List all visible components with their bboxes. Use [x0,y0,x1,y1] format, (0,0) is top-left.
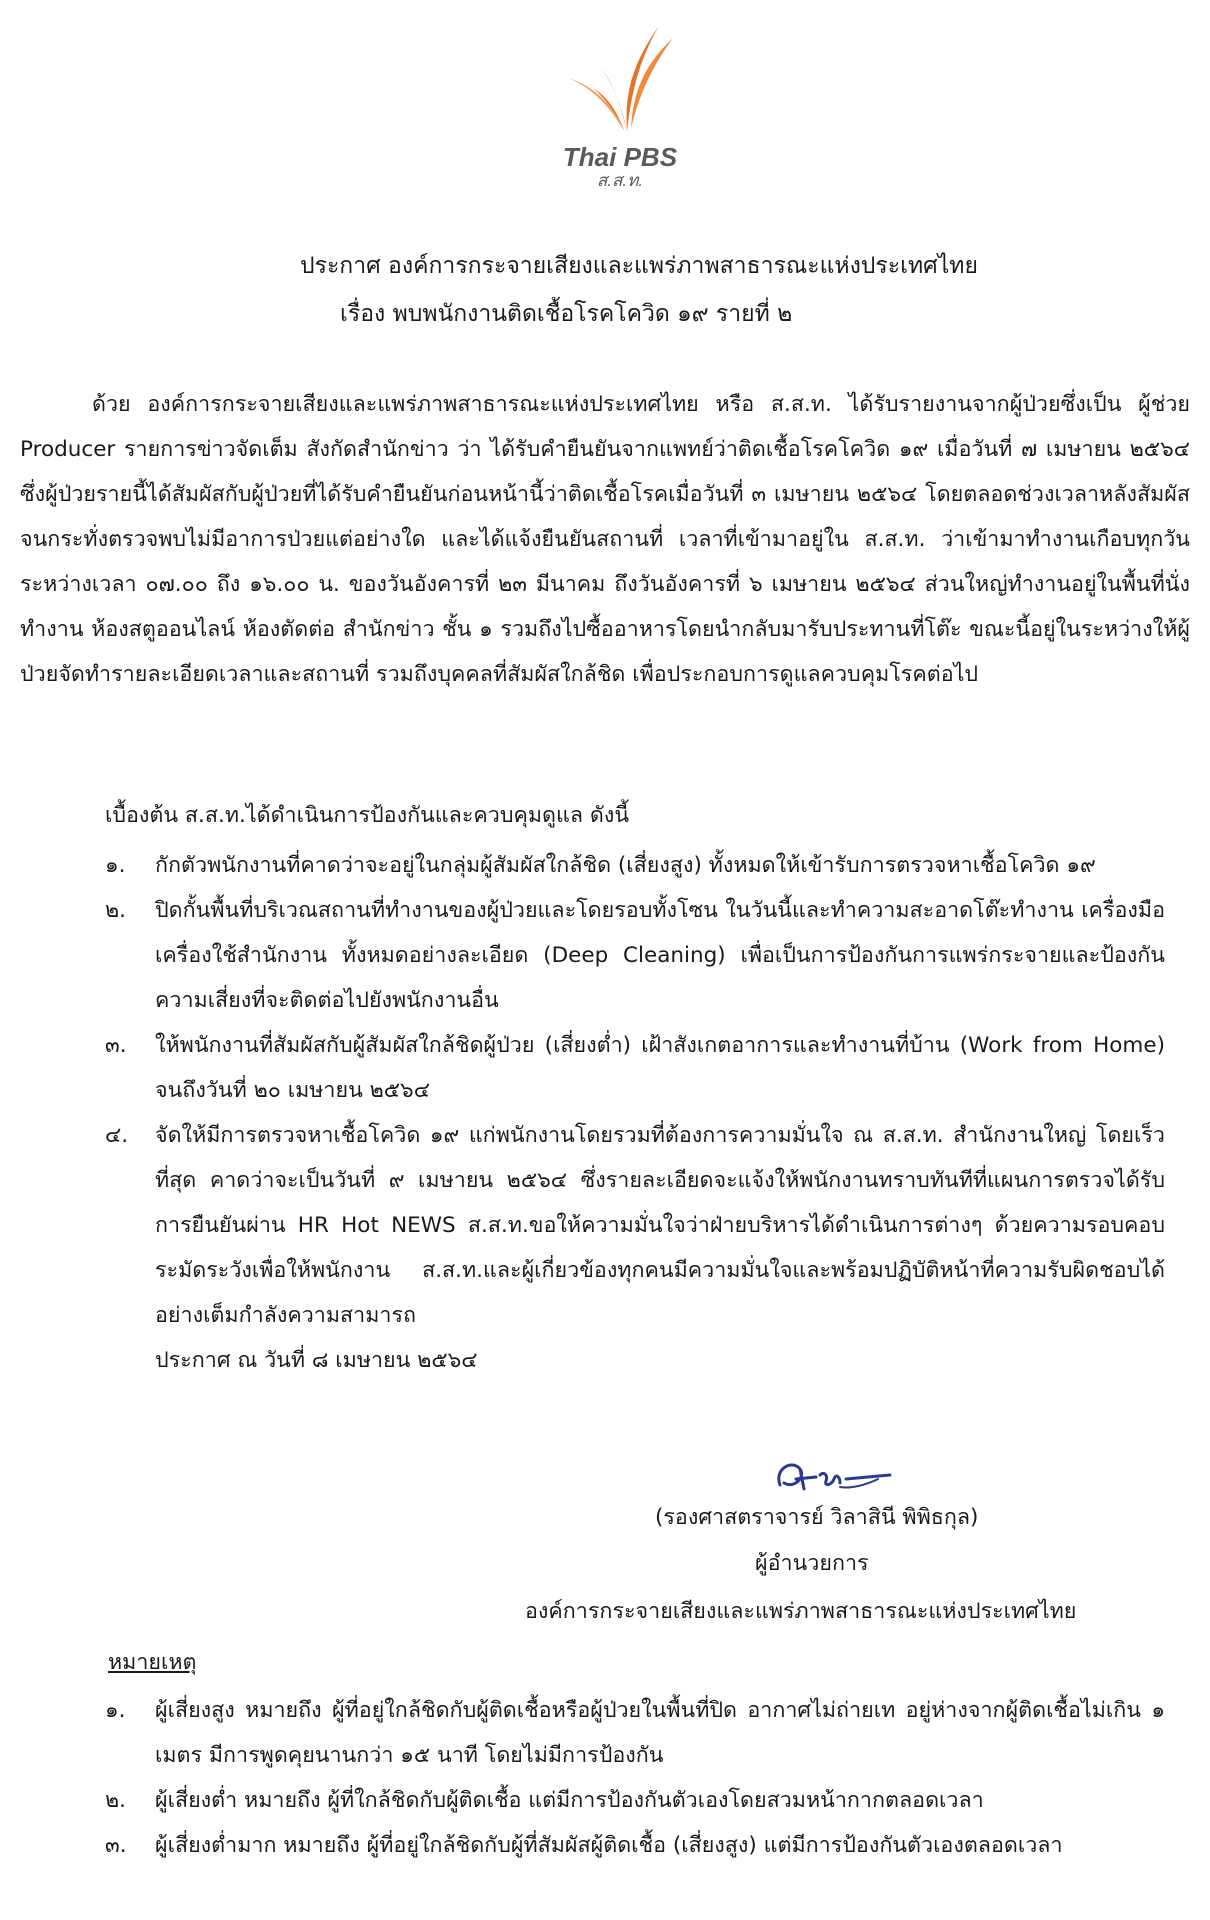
measures-intro: เบื้องต้น ส.ส.ท.ได้ดำเนินการป้องกันและควบคุมดูแล ดังนี้ [105,803,630,828]
announce-date-row [0,1338,1210,1383]
list-item [0,1688,1210,1778]
announce-date: ประกาศ ณ วันที่ ๘ เมษายน ๒๕๖๔ [155,1348,478,1373]
body-paragraph: ด้วย องค์การกระจายเสียงและแพร่ภาพสาธารณะแห่งประเทศไทย หรือ ส.ส.ท. ได้รับรายงานจากผู้ป่วยซึ่งเป็น ผู้ช่วย Producer รายการข่าวจัดเต็ม สังกัดสำนักข่าว ว่า ได้รับคำยืนยันจากแพทย์ว่าติดเชื้อโรคโควิด ๑๙ เมื่อวันที่ ๗ เมษายน ๒๕๖๔ ซึ่งผู้ป่วยรายนี้ได้สัมผัสกับผู้ป่วยที่ได้รับคำยืนยันก่อนหน้านี้ว่าติดเชื้อโรคเมื่อวันที่ ๓ เมษายน ๒๕๖๔ โดยตลอดช่วงเวลาหลังสัมผัสจนกระทั่งตรวจพบไม่มีอาการป่วยแต่อย่างใด และได้แจ้งยืนยันสถานที่ เวลาที่เข้ามาอยู่ใน ส.ส.ท. ว่าเข้ามาทำงานเกือบทุกวันระหว่างเวลา ๐๗.๐๐ ถึง ๑๖.๐๐ น. ของวันอังคารที่ ๒๓ มีนาคม ถึงวันอังคารที่ ๖ เมษายน ๒๕๖๔ ส่วนใหญ่ทำงานอยู่ในพื้นที่นั่งทำงาน ห้องสตูออนไลน์ ห้องตัดต่อ สำนักข่าว ชั้น ๑ รวมถึงไปซื้ออาหารโดยนำกลับมารับประทานที่โต๊ะ ขณะนี้อยู่ในระหว่างให้ผู้ป่วยจัดทำรายละเอียดเวลาและสถานที่ รวมถึงบุคคลที่สัมผัสใกล้ชิด เพื่อประกอบการดูแลควบคุมโรคต่อไป [20,392,1190,687]
thai-pbs-logo [555,20,685,190]
list-number: ๒. [105,1788,127,1813]
document-title: ประกาศ องค์การกระจายเสียงและแพร่ภาพสาธารณะแห่งประเทศไทย [300,253,978,279]
list-text: ให้พนักงานที่สัมผัสกับผู้สัมผัสใกล้ชิดผู้ป่วย (เสี่ยงต่ำ) เฝ้าสังเกตอาการและทำงานที่บ้าน (Work from Home) จนถึงวันที่ ๒๐ เมษายน ๒๕๖๔ [155,1033,1165,1103]
list-number: ๔. [105,1123,129,1148]
list-item [0,843,1210,888]
remarks-list [0,1688,1210,1868]
list-number: ๒. [105,898,127,923]
list-item [0,1113,1210,1338]
remarks-heading: หมายเหตุ [108,1650,197,1675]
thai-pbs-bird-icon [555,20,685,140]
list-text: ผู้เสี่ยงสูง หมายถึง ผู้ที่อยู่ใกล้ชิดกับผู้ติดเชื้อหรือผู้ป่วยในพื้นที่ปิด อากาศไม่ถ่ายเท อยู่ห่างจากผู้ติดเชื้อไม่เกิน ๑ เมตร มีการพูดคุยนานกว่า ๑๕ นาที โดยไม่มีการป้องกัน [155,1698,1165,1768]
handwritten-signature-icon [770,1445,970,1505]
list-number: ๓. [105,1033,127,1058]
list-item [0,888,1210,1023]
signatory-position: ผู้อำนวยการ [755,1551,869,1576]
measures-list [0,843,1210,1383]
list-number: ๓. [105,1833,127,1858]
signature-image [770,1445,970,1505]
signatory-organization: องค์การกระจายเสียงและแพร่ภาพสาธารณะแห่งประเทศไทย [525,1599,1077,1624]
list-number: ๑. [105,853,126,878]
list-item [0,1023,1210,1113]
list-text: ปิดกั้นพื้นที่บริเวณสถานที่ทำงานของผู้ป่วยและโดยรอบทั้งโซน ในวันนี้และทำความสะอาดโต๊ะทำงาน เครื่องมือ เครื่องใช้สำนักงาน ทั้งหมดอย่างละเอียด (Deep Cleaning) เพื่อเป็นการป้องกันการแพร่กระจายและป้องกันความเสี่ยงที่จะติดต่อไปยังพนักงานอื่น [155,898,1165,1013]
list-text: ผู้เสี่ยงต่ำ หมายถึง ผู้ที่ใกล้ชิดกับผู้ติดเชื้อ แต่มีการป้องกันตัวเองโดยสวมหน้ากากตลอดเวลา [155,1788,984,1813]
logo-brand: Thai PBS [562,142,678,172]
list-text: กักตัวพนักงานที่คาดว่าจะอยู่ในกลุ่มผู้สัมผัสใกล้ชิด (เสี่ยงสูง) ทั้งหมดให้เข้ารับการตรวจหาเชื้อโควิด ๑๙ [155,853,1096,878]
signatory-name: (รองศาสตราจารย์ วิลาสินี พิพิธกุล) [655,1505,979,1530]
document-subject: เรื่อง พบพนักงานติดเชื้อโรคโควิด ๑๙ รายที่ ๒ [340,301,793,327]
list-item [0,1778,1210,1823]
list-number: ๑. [105,1698,126,1723]
logo-abbr: ส.ส.ท. [596,171,644,190]
list-text: ผู้เสี่ยงต่ำมาก หมายถึง ผู้ที่อยู่ใกล้ชิดกับผู้ที่สัมผัสผู้ติดเชื้อ (เสี่ยงสูง) แต่มีการป้องกันตัวเองตลอดเวลา [155,1833,1063,1858]
list-text: จัดให้มีการตรวจหาเชื้อโควิด ๑๙ แก่พนักงานโดยรวมที่ต้องการความมั่นใจ ณ ส.ส.ท. สำนักงานใหญ่ โดยเร็วที่สุด คาดว่าจะเป็นวันที่ ๙ เมษายน ๒๕๖๔ ซึ่งรายละเอียดจะแจ้งให้พนักงานทราบทันทีที่แผนการตรวจได้รับการยืนยันผ่าน HR Hot NEWS ส.ส.ท.ขอให้ความมั่นใจว่าฝ่ายบริหารได้ดำเนินการต่างๆ ด้วยความรอบคอบ ระมัดระวังเพื่อให้พนักงาน ส.ส.ท.และผู้เกี่ยวข้องทุกคนมีความมั่นใจและพร้อมปฏิบัติหน้าที่ความรับผิดชอบได้อย่างเต็มกำลังความสามารถ [155,1123,1165,1328]
list-item [0,1823,1210,1868]
